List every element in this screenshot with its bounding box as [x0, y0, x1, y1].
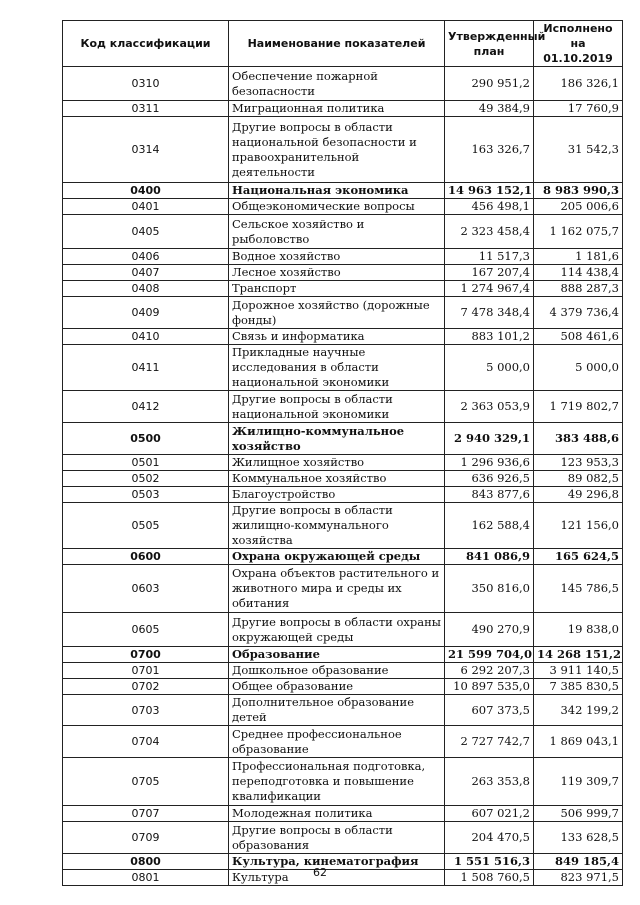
row-name: Профессиональная подготовка, переподготовка и повышение квалификации	[229, 758, 445, 806]
row-done: 19 838,0	[534, 613, 623, 647]
row-name: Культура, кинематография	[229, 854, 445, 870]
header-plan: Утвержденный план	[445, 21, 534, 67]
row-plan: 490 270,9	[445, 613, 534, 647]
row-code: 0406	[63, 249, 229, 265]
row-done: 1 719 802,7	[534, 391, 623, 423]
header-name: Наименование показателей	[229, 21, 445, 67]
row-plan: 456 498,1	[445, 199, 534, 215]
row-name: Обеспечение пожарной безопасности	[229, 67, 445, 101]
row-done: 508 461,6	[534, 329, 623, 345]
row-name: Водное хозяйство	[229, 249, 445, 265]
table-row	[63, 117, 623, 183]
row-plan: 167 207,4	[445, 265, 534, 281]
row-name: Другие вопросы в области национальной безопасности и правоохранительной деятельности	[229, 117, 445, 183]
row-code: 0703	[63, 695, 229, 726]
row-done: 119 309,7	[534, 758, 623, 806]
table-header-row	[63, 21, 623, 67]
row-code: 0400	[63, 183, 229, 199]
table-row	[63, 183, 623, 199]
row-code: 0311	[63, 101, 229, 117]
row-name: Дошкольное образование	[229, 663, 445, 679]
table-body	[63, 67, 623, 886]
row-name: Образование	[229, 647, 445, 663]
row-name: Охрана окружающей среды	[229, 549, 445, 565]
table-row	[63, 695, 623, 726]
row-plan: 2 940 329,1	[445, 423, 534, 455]
table-row	[63, 265, 623, 281]
row-done: 205 006,6	[534, 199, 623, 215]
row-code: 0502	[63, 471, 229, 487]
row-code: 0501	[63, 455, 229, 471]
table-row	[63, 726, 623, 758]
row-plan: 290 951,2	[445, 67, 534, 101]
row-plan: 2 727 742,7	[445, 726, 534, 758]
row-plan: 49 384,9	[445, 101, 534, 117]
table-row	[63, 663, 623, 679]
row-code: 0412	[63, 391, 229, 423]
header-done: Исполнено на 01.10.2019	[534, 21, 623, 67]
table-row	[63, 613, 623, 647]
row-name: Связь и информатика	[229, 329, 445, 345]
row-code: 0709	[63, 822, 229, 854]
header-code: Код классификации	[63, 21, 229, 67]
row-plan: 2 363 053,9	[445, 391, 534, 423]
table-row	[63, 297, 623, 329]
row-done: 8 983 990,3	[534, 183, 623, 199]
row-name: Охрана объектов растительного и животного мира и среды их обитания	[229, 565, 445, 613]
budget-table	[62, 20, 623, 886]
row-name: Общее образование	[229, 679, 445, 695]
row-code: 0314	[63, 117, 229, 183]
table-row	[63, 503, 623, 549]
row-done: 186 326,1	[534, 67, 623, 101]
row-done: 849 185,4	[534, 854, 623, 870]
row-plan: 350 816,0	[445, 565, 534, 613]
row-plan: 1 551 516,3	[445, 854, 534, 870]
row-name: Коммунальное хозяйство	[229, 471, 445, 487]
table-row	[63, 806, 623, 822]
row-plan: 1 296 936,6	[445, 455, 534, 471]
row-plan: 204 470,5	[445, 822, 534, 854]
row-done: 342 199,2	[534, 695, 623, 726]
row-name: Культура	[229, 870, 445, 886]
row-plan: 263 353,8	[445, 758, 534, 806]
row-code: 0800	[63, 854, 229, 870]
row-name: Другие вопросы в области охраны окружающей среды	[229, 613, 445, 647]
table-row	[63, 199, 623, 215]
table-row	[63, 423, 623, 455]
row-name: Среднее профессиональное образование	[229, 726, 445, 758]
table-row	[63, 822, 623, 854]
row-name: Другие вопросы в области жилищно-коммунального хозяйства	[229, 503, 445, 549]
row-name: Жилищно-коммунальное хозяйство	[229, 423, 445, 455]
table-row	[63, 67, 623, 101]
row-done: 114 438,4	[534, 265, 623, 281]
row-name: Молодежная политика	[229, 806, 445, 822]
table-row	[63, 281, 623, 297]
row-code: 0600	[63, 549, 229, 565]
row-code: 0702	[63, 679, 229, 695]
row-code: 0407	[63, 265, 229, 281]
row-name: Другие вопросы в области национальной экономики	[229, 391, 445, 423]
table-row	[63, 487, 623, 503]
table-row	[63, 471, 623, 487]
row-name: Жилищное хозяйство	[229, 455, 445, 471]
row-plan: 1 508 760,5	[445, 870, 534, 886]
row-done: 1 869 043,1	[534, 726, 623, 758]
row-code: 0705	[63, 758, 229, 806]
row-name: Прикладные научные исследования в области национальной экономики	[229, 345, 445, 391]
row-code: 0603	[63, 565, 229, 613]
row-name: Дополнительное образование детей	[229, 695, 445, 726]
table-row	[63, 647, 623, 663]
row-plan: 636 926,5	[445, 471, 534, 487]
row-done: 49 296,8	[534, 487, 623, 503]
row-done: 123 953,3	[534, 455, 623, 471]
row-done: 5 000,0	[534, 345, 623, 391]
row-name: Дорожное хозяйство (дорожные фонды)	[229, 297, 445, 329]
row-plan: 841 086,9	[445, 549, 534, 565]
table-row	[63, 345, 623, 391]
row-plan: 163 326,7	[445, 117, 534, 183]
table-row	[63, 249, 623, 265]
row-done: 1 181,6	[534, 249, 623, 265]
row-code: 0801	[63, 870, 229, 886]
row-done: 17 760,9	[534, 101, 623, 117]
table-row	[63, 329, 623, 345]
row-done: 888 287,3	[534, 281, 623, 297]
row-done: 3 911 140,5	[534, 663, 623, 679]
row-done: 89 082,5	[534, 471, 623, 487]
table-row	[63, 101, 623, 117]
table-row	[63, 455, 623, 471]
row-plan: 6 292 207,3	[445, 663, 534, 679]
row-name: Сельское хозяйство и рыболовство	[229, 215, 445, 249]
row-code: 0605	[63, 613, 229, 647]
row-name: Лесное хозяйство	[229, 265, 445, 281]
row-code: 0707	[63, 806, 229, 822]
row-code: 0310	[63, 67, 229, 101]
row-name: Благоустройство	[229, 487, 445, 503]
table-row	[63, 679, 623, 695]
page-number: 62	[313, 866, 327, 879]
row-plan: 11 517,3	[445, 249, 534, 265]
row-code: 0411	[63, 345, 229, 391]
row-name: Миграционная политика	[229, 101, 445, 117]
row-plan: 2 323 458,4	[445, 215, 534, 249]
row-plan: 607 373,5	[445, 695, 534, 726]
table-row	[63, 549, 623, 565]
row-done: 4 379 736,4	[534, 297, 623, 329]
table-row	[63, 391, 623, 423]
row-plan: 607 021,2	[445, 806, 534, 822]
row-name: Общеэкономические вопросы	[229, 199, 445, 215]
row-done: 133 628,5	[534, 822, 623, 854]
row-plan: 162 588,4	[445, 503, 534, 549]
row-plan: 843 877,6	[445, 487, 534, 503]
row-plan: 7 478 348,4	[445, 297, 534, 329]
row-plan: 5 000,0	[445, 345, 534, 391]
row-plan: 14 963 152,1	[445, 183, 534, 199]
row-done: 121 156,0	[534, 503, 623, 549]
row-done: 31 542,3	[534, 117, 623, 183]
table-row	[63, 565, 623, 613]
row-done: 506 999,7	[534, 806, 623, 822]
row-plan: 10 897 535,0	[445, 679, 534, 695]
row-plan: 21 599 704,0	[445, 647, 534, 663]
row-code: 0410	[63, 329, 229, 345]
row-code: 0500	[63, 423, 229, 455]
row-code: 0401	[63, 199, 229, 215]
row-done: 383 488,6	[534, 423, 623, 455]
table-row	[63, 215, 623, 249]
row-done: 1 162 075,7	[534, 215, 623, 249]
row-code: 0701	[63, 663, 229, 679]
row-code: 0505	[63, 503, 229, 549]
row-code: 0700	[63, 647, 229, 663]
row-code: 0408	[63, 281, 229, 297]
row-plan: 1 274 967,4	[445, 281, 534, 297]
row-done: 14 268 151,2	[534, 647, 623, 663]
row-code: 0704	[63, 726, 229, 758]
row-done: 823 971,5	[534, 870, 623, 886]
row-done: 145 786,5	[534, 565, 623, 613]
row-name: Транспорт	[229, 281, 445, 297]
row-done: 7 385 830,5	[534, 679, 623, 695]
row-code: 0409	[63, 297, 229, 329]
row-name: Другие вопросы в области образования	[229, 822, 445, 854]
row-done: 165 624,5	[534, 549, 623, 565]
table-row	[63, 758, 623, 806]
row-plan: 883 101,2	[445, 329, 534, 345]
row-code: 0405	[63, 215, 229, 249]
row-code: 0503	[63, 487, 229, 503]
row-name: Национальная экономика	[229, 183, 445, 199]
